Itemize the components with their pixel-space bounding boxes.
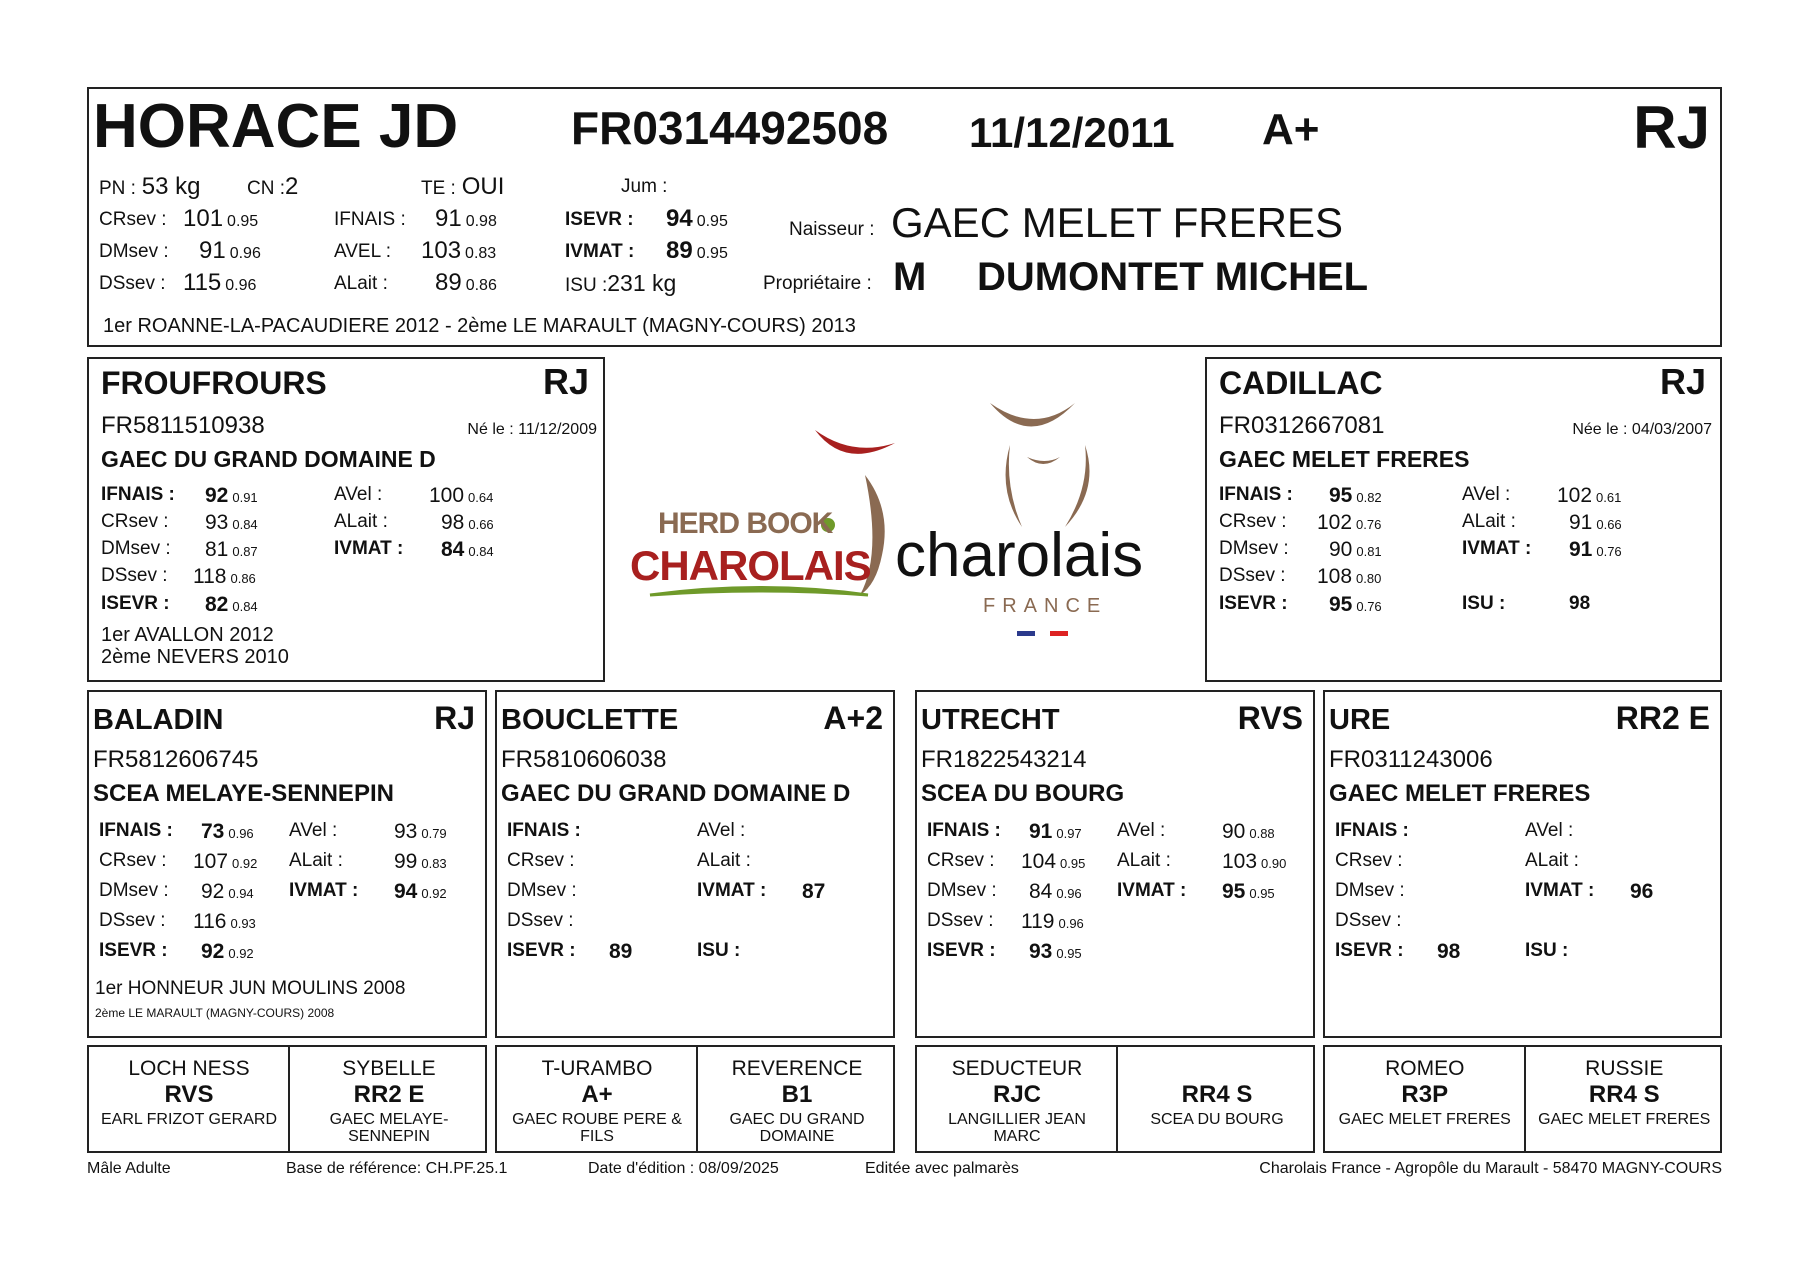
grandparent-box: [1323, 690, 1722, 1038]
grandparent-id: FR5812606745: [93, 746, 259, 773]
dmsev-label: DMsev :: [99, 241, 169, 262]
index-value: [1630, 820, 1634, 844]
footer-base-ref: Base de référence: CH.PF.25.1: [286, 1160, 508, 1177]
gg-code: RR2 E: [353, 1081, 425, 1108]
grandparent-box: [495, 690, 895, 1038]
index-value: 116 0.93: [193, 910, 256, 933]
naisseur: GAEC MELET FRERES: [891, 199, 1343, 246]
index-value: [1429, 850, 1433, 874]
index-label: AVel :: [289, 820, 338, 841]
index-label: IFNAIS :: [927, 820, 1001, 841]
gg-name: T-URAMBO: [541, 1057, 653, 1080]
label: DMsev :: [1219, 538, 1289, 559]
great-grandparent-cell: [1525, 1047, 1725, 1151]
value: 95 0.76: [1329, 593, 1382, 616]
index-label: IVMAT :: [289, 880, 359, 901]
charolais-france-text: charolais: [895, 521, 1144, 590]
index-label: IFNAIS :: [507, 820, 581, 841]
footer-edition-date: Date d'édition : 08/09/2025: [588, 1160, 779, 1177]
index-value: 96: [1630, 880, 1654, 903]
label: CRsev :: [101, 511, 169, 532]
label: DSsev :: [1219, 565, 1286, 586]
divider: [1116, 1047, 1118, 1151]
sire-palmares-1: 1er AVALLON 2012: [101, 624, 274, 646]
jum: Jum :: [621, 176, 668, 197]
index-value: 84 0.96: [1029, 880, 1082, 903]
grandparent-owner: GAEC MELET FRERES: [1329, 780, 1591, 807]
grandparent-code: RJ: [434, 700, 475, 736]
grandparent-owner: SCEA DU BOURG: [921, 780, 1125, 807]
index-value: 93 0.79: [394, 820, 447, 843]
qualification-code: RJ: [1633, 94, 1710, 161]
grandparent-box: [87, 690, 487, 1038]
value: 108 0.80: [1317, 565, 1382, 588]
grandparent-palmares-2: 2ème LE MARAULT (MAGNY-COURS) 2008: [95, 1006, 335, 1020]
index-label: IVMAT :: [1525, 880, 1595, 901]
index-label: DSsev :: [927, 910, 994, 931]
gg-name: REVERENCE: [731, 1057, 863, 1080]
value: 98: [1569, 593, 1591, 614]
index-value: 95 0.95: [1222, 880, 1275, 903]
sire-owner: GAEC DU GRAND DOMAINE D: [101, 446, 436, 472]
isevr-value: 94 0.95: [666, 205, 728, 232]
dam-code: RJ: [1659, 361, 1706, 402]
grandparent-owner: SCEA MELAYE-SENNEPIN: [93, 780, 394, 807]
gg-name: ROMEO: [1385, 1057, 1465, 1080]
divider: [288, 1047, 290, 1151]
index-label: ALait :: [289, 850, 343, 871]
value: 95 0.82: [1329, 484, 1382, 507]
great-grandparent-pair: [915, 1045, 1315, 1153]
index-label: ISEVR :: [99, 940, 168, 961]
ifnais-value: 91 0.98: [435, 205, 497, 232]
dam-owner: GAEC MELET FRERES: [1219, 446, 1470, 472]
animal-header-box: [87, 87, 1722, 347]
gg-name: LOCH NESS: [128, 1057, 250, 1080]
gg-owner: GAEC MELET FRERES: [1538, 1111, 1711, 1128]
index-label: ISEVR :: [1335, 940, 1404, 961]
dmsev-value: 91 0.96: [199, 237, 261, 264]
label: ISEVR :: [1219, 593, 1288, 614]
great-grandparent-pair: [87, 1045, 487, 1153]
label: ALait :: [1462, 511, 1516, 532]
value: 90 0.81: [1329, 538, 1382, 561]
grandparent-name: BOUCLETTE: [501, 704, 679, 736]
index-label: DSsev :: [1335, 910, 1402, 931]
grandparent-box: [915, 690, 1315, 1038]
index-label: ALait :: [697, 850, 751, 871]
label: AVel :: [334, 484, 383, 505]
france-text: FRANCE: [983, 595, 1108, 617]
grandparent-code: A+2: [823, 700, 883, 736]
gg-owner: GAEC DU GRAND DOMAINE: [729, 1111, 865, 1145]
crsev-value: 101 0.95: [183, 205, 259, 232]
gg-code: RVS: [164, 1081, 214, 1108]
label: ISEVR :: [101, 593, 170, 614]
index-label: ISEVR :: [927, 940, 996, 961]
value: 91 0.66: [1569, 511, 1622, 534]
dam-name: CADILLAC: [1219, 365, 1383, 401]
gg-code: R3P: [1401, 1081, 1449, 1108]
crsev-label: CRsev :: [99, 209, 167, 230]
charolais-france-logo: [895, 395, 1195, 645]
gg-owner: SCEA DU BOURG: [1150, 1111, 1284, 1128]
sire-box: [87, 357, 605, 682]
label: IVMAT :: [334, 538, 404, 559]
label: DMsev :: [101, 538, 171, 559]
animal-id: FR0314492508: [571, 102, 889, 154]
proprietaire-title: M: [893, 255, 927, 299]
index-value: 98: [1437, 940, 1461, 963]
index-value: 89: [609, 940, 633, 963]
value: 81 0.87: [205, 538, 258, 561]
index-label: AVel :: [697, 820, 746, 841]
index-label: DSsev :: [507, 910, 574, 931]
index-label: DMsev :: [1335, 880, 1405, 901]
sire-birth: Né le : 11/12/2009: [467, 421, 597, 438]
great-grandparent-pair: [1323, 1045, 1722, 1153]
alait-value: 89 0.86: [435, 269, 497, 296]
index-label: DMsev :: [507, 880, 577, 901]
index-value: 119 0.96: [1021, 910, 1084, 933]
value: 102 0.76: [1317, 511, 1382, 534]
index-value: 107 0.92: [193, 850, 258, 873]
index-value: [802, 820, 806, 844]
index-label: IVMAT :: [697, 880, 767, 901]
te: TE : OUI: [421, 173, 505, 200]
index-value: 94 0.92: [394, 880, 447, 903]
index-label: DSsev :: [99, 910, 166, 931]
grandparent-code: RR2 E: [1615, 700, 1710, 736]
index-value: [802, 850, 806, 874]
gg-owner: LANGILLIER JEAN MARC: [948, 1111, 1086, 1145]
gg-code: RR4 S: [1181, 1081, 1253, 1108]
label: ALait :: [334, 511, 388, 532]
proprietaire: DUMONTET MICHEL: [977, 255, 1369, 299]
label: IFNAIS :: [1219, 484, 1293, 505]
gg-name: RUSSIE: [1585, 1057, 1664, 1080]
label: CRsev :: [1219, 511, 1287, 532]
index-value: [601, 850, 605, 874]
dam-id: FR0312667081: [1219, 412, 1385, 439]
birth-date: 11/12/2011: [969, 109, 1175, 156]
footer-address: Charolais France - Agropôle du Marault - 58470 MAGNY-COURS: [1259, 1160, 1722, 1177]
index-label: CRsev :: [99, 850, 167, 871]
great-grandparent-cell: [1325, 1047, 1525, 1151]
index-label: ALait :: [1117, 850, 1171, 871]
index-label: AVel :: [1525, 820, 1574, 841]
palmares: 1er ROANNE-LA-PACAUDIERE 2012 - 2ème LE MARAULT (MAGNY-COURS) 2013: [103, 315, 856, 337]
index-label: ALait :: [1525, 850, 1579, 871]
index-label: CRsev :: [1335, 850, 1403, 871]
grandparent-code: RVS: [1237, 700, 1303, 736]
sire-id: FR5811510938: [101, 412, 265, 439]
gg-owner: GAEC MELET FRERES: [1338, 1111, 1511, 1128]
dssev-label: DSsev :: [99, 273, 166, 294]
dam-box: [1205, 357, 1722, 682]
index-value: [609, 820, 613, 844]
grandparent-name: BALADIN: [93, 704, 224, 736]
index-value: 92 0.92: [201, 940, 254, 963]
sire-name: FROUFROURS: [101, 365, 327, 401]
index-value: [1429, 910, 1433, 934]
index-label: IFNAIS :: [99, 820, 173, 841]
gg-code: RR4 S: [1588, 1081, 1660, 1108]
grandparent-id: FR0311243006: [1329, 746, 1493, 773]
value: 98 0.66: [441, 511, 494, 534]
value: 82 0.84: [205, 593, 258, 616]
naisseur-label: Naisseur :: [789, 219, 875, 240]
value: 91 0.76: [1569, 538, 1622, 561]
avel-label: AVEL :: [334, 241, 392, 262]
index-label: CRsev :: [507, 850, 575, 871]
divider: [1524, 1047, 1526, 1151]
gg-name: SYBELLE: [342, 1057, 436, 1080]
ivmat-label: IVMAT :: [565, 241, 635, 262]
great-grandparent-cell: [1117, 1047, 1317, 1151]
dssev-value: 115 0.96: [183, 269, 257, 296]
label: AVel :: [1462, 484, 1511, 505]
value: 92 0.91: [205, 484, 258, 507]
index-value: 104 0.95: [1021, 850, 1086, 873]
great-grandparent-cell: [289, 1047, 489, 1151]
great-grandparent-pair: [495, 1045, 895, 1153]
index-value: [609, 880, 613, 904]
index-value: 93 0.95: [1029, 940, 1082, 963]
index-value: [601, 910, 605, 934]
grandparent-owner: GAEC DU GRAND DOMAINE D: [501, 780, 851, 807]
index-value: 92 0.94: [201, 880, 254, 903]
gg-code: A+: [581, 1081, 613, 1108]
index-value: 87: [802, 880, 826, 903]
pn: PN : 53 kg: [99, 173, 201, 200]
index-label: DMsev :: [99, 880, 169, 901]
gg-owner: GAEC MELAYE-SENNEPIN: [329, 1111, 449, 1145]
isu: ISU :231 kg: [565, 270, 677, 296]
grandparent-name: UTRECHT: [921, 704, 1060, 736]
gg-code: RJC: [992, 1081, 1041, 1108]
great-grandparent-cell: [89, 1047, 289, 1151]
index-value: [1437, 880, 1441, 904]
footer-palmares-note: Editée avec palmarès: [865, 1160, 1019, 1177]
gg-owner: GAEC ROUBE PERE & FILS: [512, 1111, 682, 1145]
great-grandparent-cell: [917, 1047, 1117, 1151]
label: IVMAT :: [1462, 538, 1532, 559]
label: DSsev :: [101, 565, 168, 586]
ifnais-label: IFNAIS :: [334, 209, 406, 230]
value: 102 0.61: [1557, 484, 1622, 507]
animal-name: HORACE JD: [93, 92, 459, 161]
avel-value: 103 0.83: [421, 237, 497, 264]
index-label: ISU :: [1525, 940, 1569, 961]
gg-code: B1: [781, 1081, 813, 1108]
great-grandparent-cell: [497, 1047, 697, 1151]
index-value: [1630, 850, 1634, 874]
grade: A+: [1262, 105, 1320, 154]
grandparent-id: FR5810606038: [501, 746, 667, 773]
index-value: 73 0.96: [201, 820, 254, 843]
label: IFNAIS :: [101, 484, 175, 505]
index-label: IFNAIS :: [1335, 820, 1409, 841]
gg-name: SEDUCTEUR: [951, 1057, 1083, 1080]
sire-palmares-2: 2ème NEVERS 2010: [101, 646, 289, 668]
divider: [696, 1047, 698, 1151]
index-value: 99 0.83: [394, 850, 447, 873]
index-value: 103 0.90: [1222, 850, 1287, 873]
grandparent-name: URE: [1329, 704, 1391, 736]
index-value: [1437, 820, 1441, 844]
charolais-text: CHAROLAIS: [630, 542, 871, 589]
footer-animal-type: Mâle Adulte: [87, 1160, 171, 1177]
sire-code: RJ: [542, 361, 589, 402]
index-value: 90 0.88: [1222, 820, 1275, 843]
isevr-label: ISEVR :: [565, 209, 634, 230]
gg-owner: EARL FRIZOT GERARD: [100, 1111, 278, 1128]
index-label: ISU :: [697, 940, 741, 961]
index-label: AVel :: [1117, 820, 1166, 841]
index-label: DMsev :: [927, 880, 997, 901]
herd-book-text: HERD BOOK: [658, 507, 833, 540]
proprietaire-label: Propriétaire :: [763, 273, 872, 294]
index-label: CRsev :: [927, 850, 995, 871]
alait-label: ALait :: [334, 273, 388, 294]
grandparent-palmares-1: 1er HONNEUR JUN MOULINS 2008: [95, 978, 406, 999]
index-label: IVMAT :: [1117, 880, 1187, 901]
dam-birth: Née le : 04/03/2007: [1572, 421, 1712, 438]
value: 93 0.84: [205, 511, 258, 534]
herd-book-logo: [620, 415, 910, 615]
label: ISU :: [1462, 593, 1506, 614]
great-grandparent-cell: [697, 1047, 897, 1151]
value: 118 0.86: [193, 565, 256, 588]
ivmat-value: 89 0.95: [666, 237, 728, 264]
gg-name: [1117, 1057, 1317, 1081]
index-label: ISEVR :: [507, 940, 576, 961]
value: 84 0.84: [441, 538, 494, 561]
value: 100 0.64: [429, 484, 494, 507]
cn: CN :2: [247, 173, 299, 200]
grandparent-id: FR1822543214: [921, 746, 1087, 773]
index-value: 91 0.97: [1029, 820, 1082, 843]
